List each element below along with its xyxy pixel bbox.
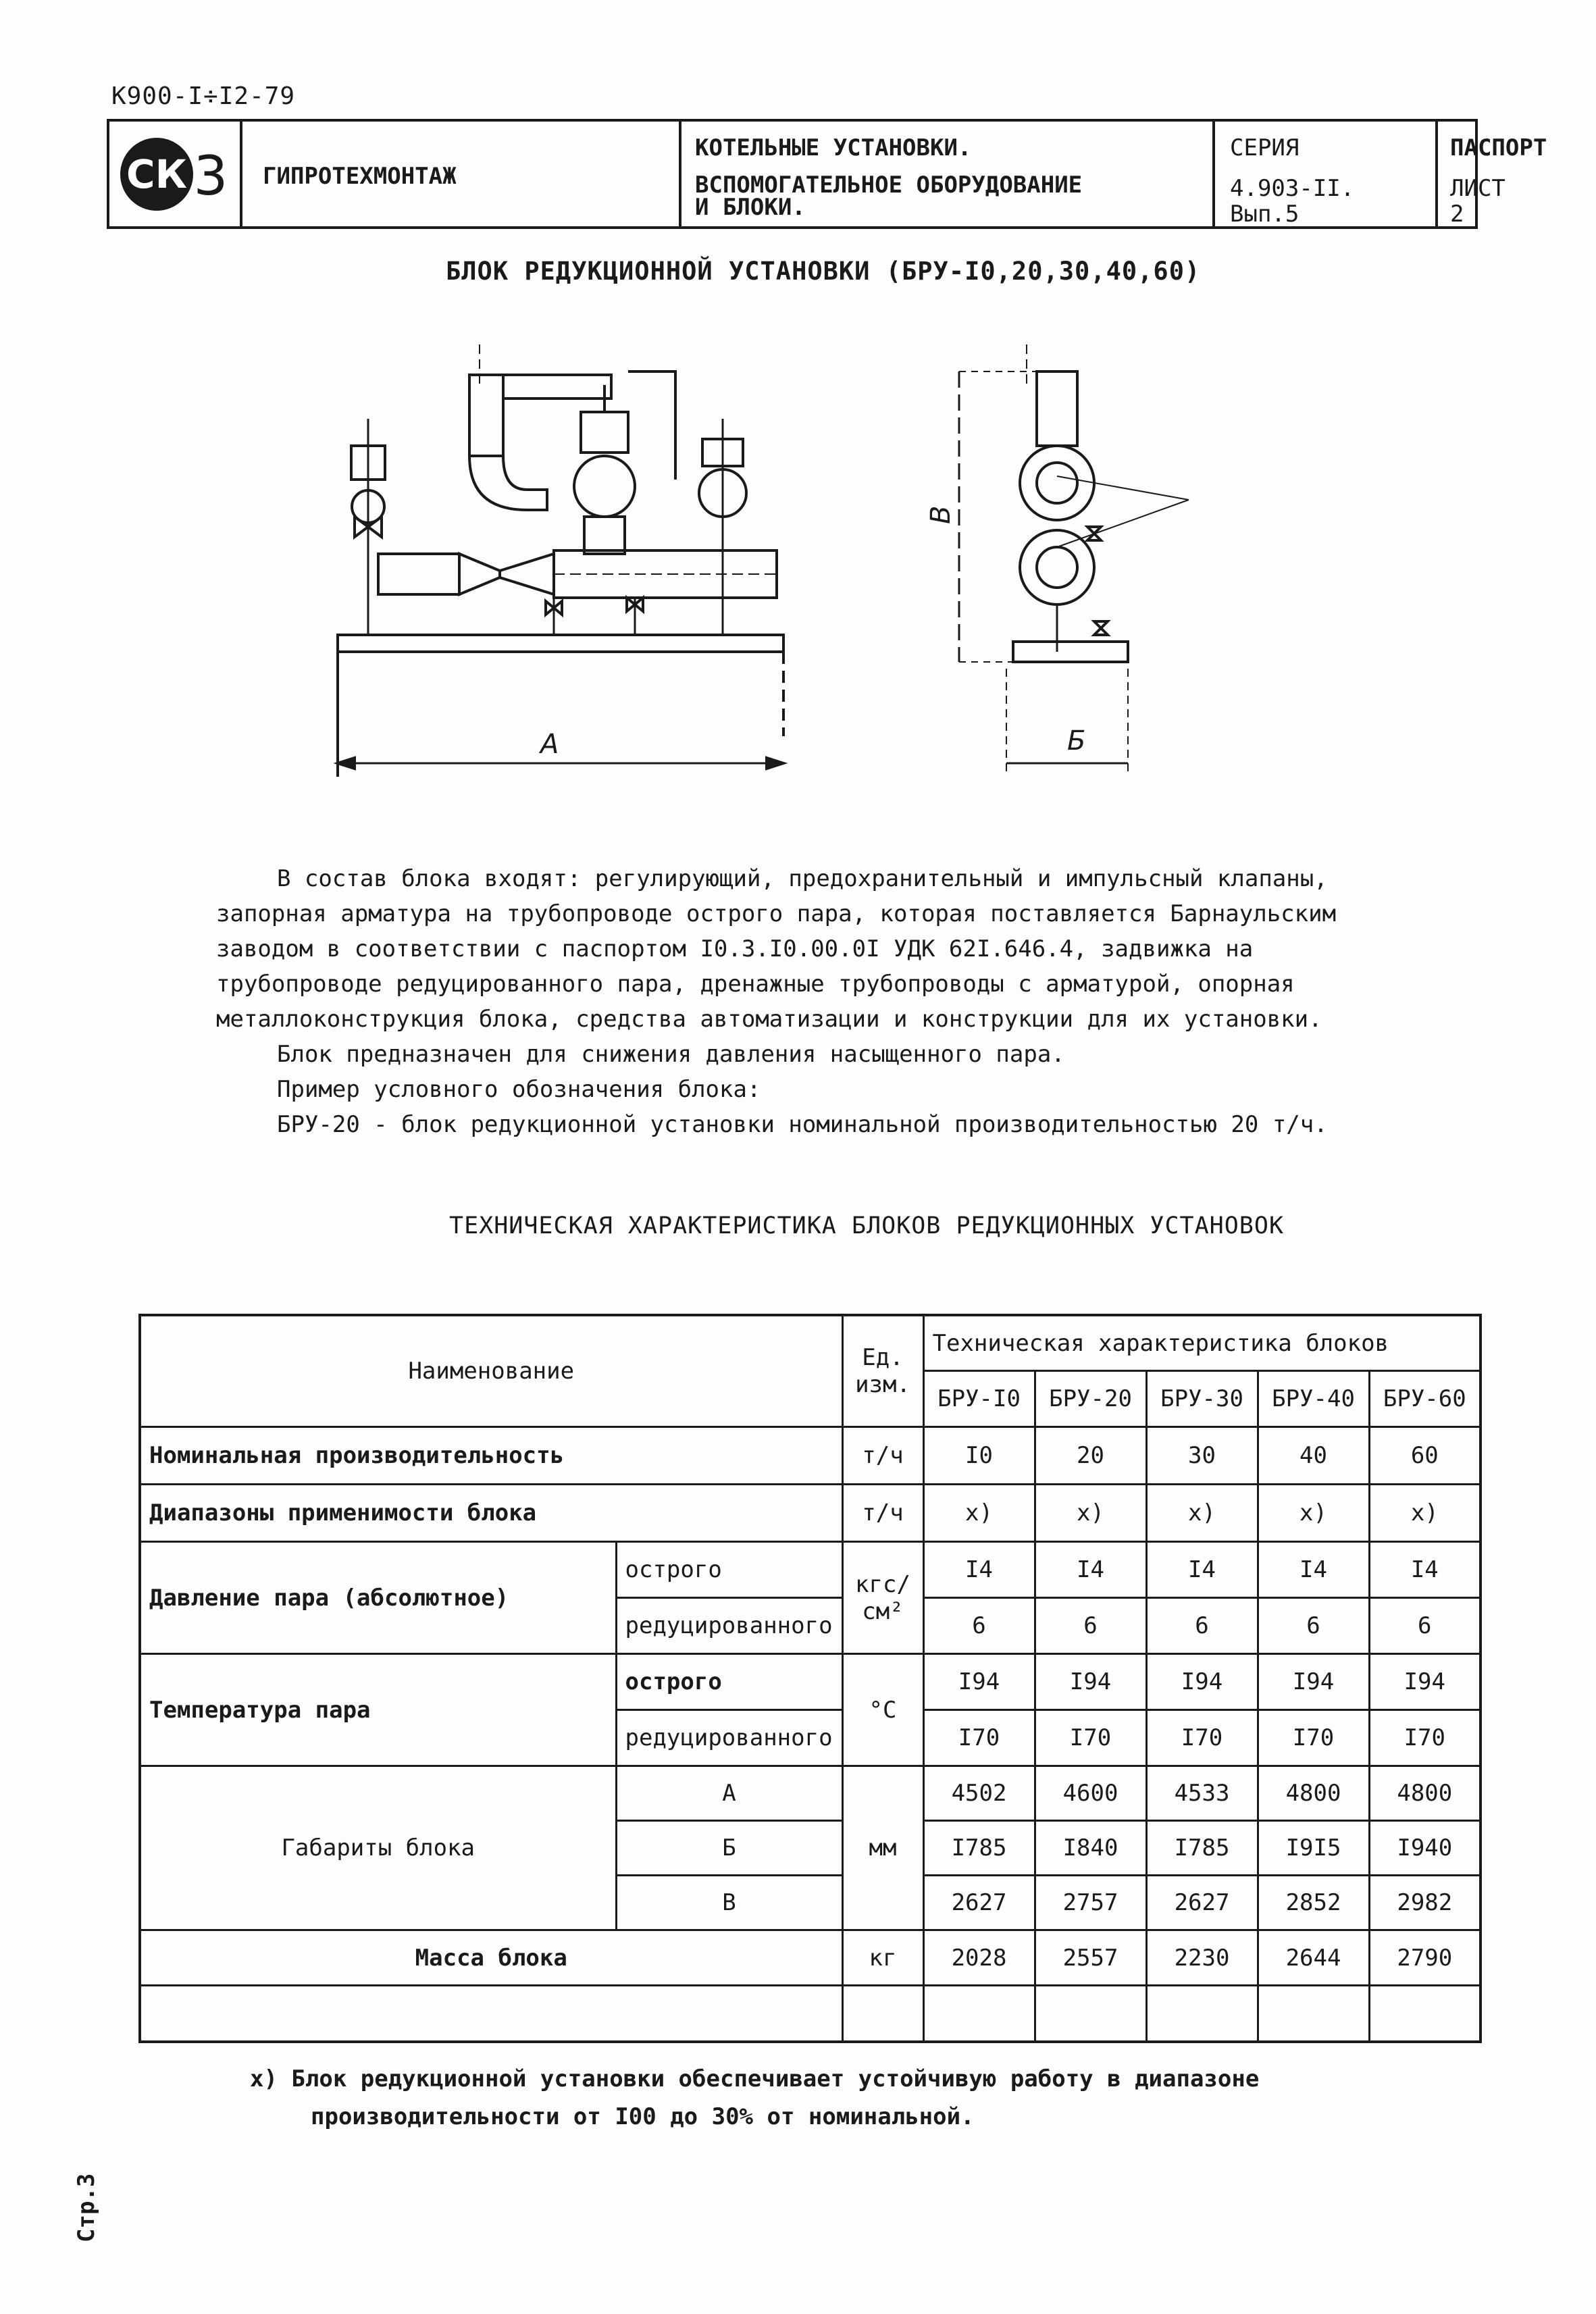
- riser-pipe: [469, 375, 503, 456]
- subject-line-2: ВСПОМОГАТЕЛЬНОЕ ОБОРУДОВАНИЕ: [695, 172, 1083, 199]
- table-row: Габариты блока А мм 4502 4600 4533 4800 4800: [140, 1766, 1481, 1821]
- footnote: [250, 2060, 1259, 2136]
- header-model: БРУ-20: [1035, 1371, 1146, 1427]
- table-row: Б I785 I840 I785 I9I5 I940: [140, 1820, 1481, 1875]
- description-line-8: БРУ-20 - блок редукционной установки номинальной производительностью 20 т/ч.: [277, 1111, 1328, 1138]
- title-block: [107, 119, 1547, 229]
- inlet-pipe: [378, 554, 459, 594]
- header-model: БРУ-I0: [923, 1371, 1035, 1427]
- description-line-5: металлоконструкция блока, средства автоматизации и конструкции для их установки.: [216, 1006, 1322, 1033]
- control-valve: [581, 412, 628, 453]
- description-line-7: Пример условного обозначения блока:: [277, 1076, 761, 1103]
- header-model: БРУ-40: [1258, 1371, 1369, 1427]
- technical-table: [138, 1314, 1482, 2043]
- series-label: СЕРИЯ: [1230, 134, 1299, 161]
- side-valve-body: [1020, 446, 1094, 520]
- series-cell: [1215, 122, 1438, 226]
- subject-line-1: КОТЕЛЬНЫЕ УСТАНОВКИ.: [695, 134, 972, 161]
- logo-digit: 3: [193, 145, 228, 207]
- organization-name: ГИПРОТЕХМОНТАЖ: [263, 163, 457, 190]
- reducer: [459, 554, 500, 594]
- logo-cell: [109, 122, 242, 226]
- document-type: ПАСПОРТ: [1450, 134, 1547, 161]
- description-line-2: запорная арматура на трубопроводе острого пара, которая поставляется Барнаульским: [216, 900, 1337, 927]
- table-row-empty: [140, 1986, 1481, 2042]
- table-row: Давление пара (абсолютное) острого кгс/ см² I4 I4 I4 I4 I4: [140, 1542, 1481, 1598]
- description-line-4: трубопроводе редуцированного пара, дренажные трубопроводы с арматурой, опорная: [216, 971, 1295, 998]
- dimension-label-a: А: [540, 729, 559, 760]
- front-view-drawing: [324, 344, 810, 790]
- description-line-1: В состав блока входят: регулирующий, предохранительный и импульсный клапаны,: [277, 865, 1328, 892]
- logo-letters: СК: [126, 151, 187, 197]
- side-view-drawing: [919, 344, 1243, 790]
- table-row: Температура пара острого °С I94 I94 I94 I94 I94: [140, 1654, 1481, 1710]
- header-model: БРУ-30: [1146, 1371, 1258, 1427]
- sheet-number: ЛИСТ 2: [1450, 175, 1505, 228]
- table-row: редуцированного I70 I70 I70 I70 I70: [140, 1710, 1481, 1766]
- side-base: [1013, 642, 1128, 662]
- table-row: редуцированного 6 6 6 6 6: [140, 1598, 1481, 1654]
- footnote-line-2: производительности от I00 до 30% от номинальной.: [311, 2103, 975, 2130]
- table-row: Номинальная производительность т/ч I0 20 30 40 60: [140, 1427, 1481, 1485]
- table-row: Диапазоны применимости блока т/ч х) х) х) х) х): [140, 1485, 1481, 1542]
- side-riser: [1037, 371, 1077, 446]
- header-model: БРУ-60: [1369, 1371, 1481, 1427]
- sk3-logo-icon: [109, 122, 238, 226]
- header-group: Техническая характеристика блоков: [923, 1315, 1481, 1371]
- table-title: ТЕХНИЧЕСКАЯ ХАРАКТЕРИСТИКА БЛОКОВ РЕДУКЦИОННЫХ УСТАНОВОК: [449, 1212, 1285, 1239]
- header-unit: Ед. изм.: [842, 1315, 923, 1427]
- series-value: 4.903-II. Вып.5: [1230, 175, 1355, 228]
- section-title: БЛОК РЕДУКЦИОННОЙ УСТАНОВКИ (БРУ-I0,20,30,40,60): [446, 257, 1201, 286]
- footnote-line-1: х) Блок редукционной установки обеспечивает устойчивую работу в диапазоне: [250, 2065, 1260, 2092]
- organization-cell: [242, 122, 681, 226]
- page-number: Стр.3: [73, 2173, 100, 2242]
- table-row: В 2627 2757 2627 2852 2982: [140, 1875, 1481, 1930]
- description-line-6: Блок предназначен для снижения давления насыщенного пара.: [277, 1041, 1065, 1068]
- dimension-label-b: Б: [1067, 725, 1086, 756]
- dimension-label-v: В: [925, 505, 956, 524]
- sheet-cell: [1438, 122, 1547, 228]
- document-code: К900-I÷I2-79: [111, 82, 296, 110]
- base-frame: [338, 635, 783, 652]
- table-row: Масса блока кг 2028 2557 2230 2644 2790: [140, 1930, 1481, 1986]
- side-pipe-section: [1020, 530, 1094, 605]
- subject-cell: [681, 122, 1215, 226]
- header-name: Наименование: [140, 1315, 842, 1427]
- description-line-3: заводом в соответствии с паспортом I0.3.I0.00.0I УДК 62I.646.4, задвижка на: [216, 935, 1254, 962]
- subject-line-3: И БЛОКИ.: [695, 194, 806, 221]
- pipe-bend: [469, 456, 547, 510]
